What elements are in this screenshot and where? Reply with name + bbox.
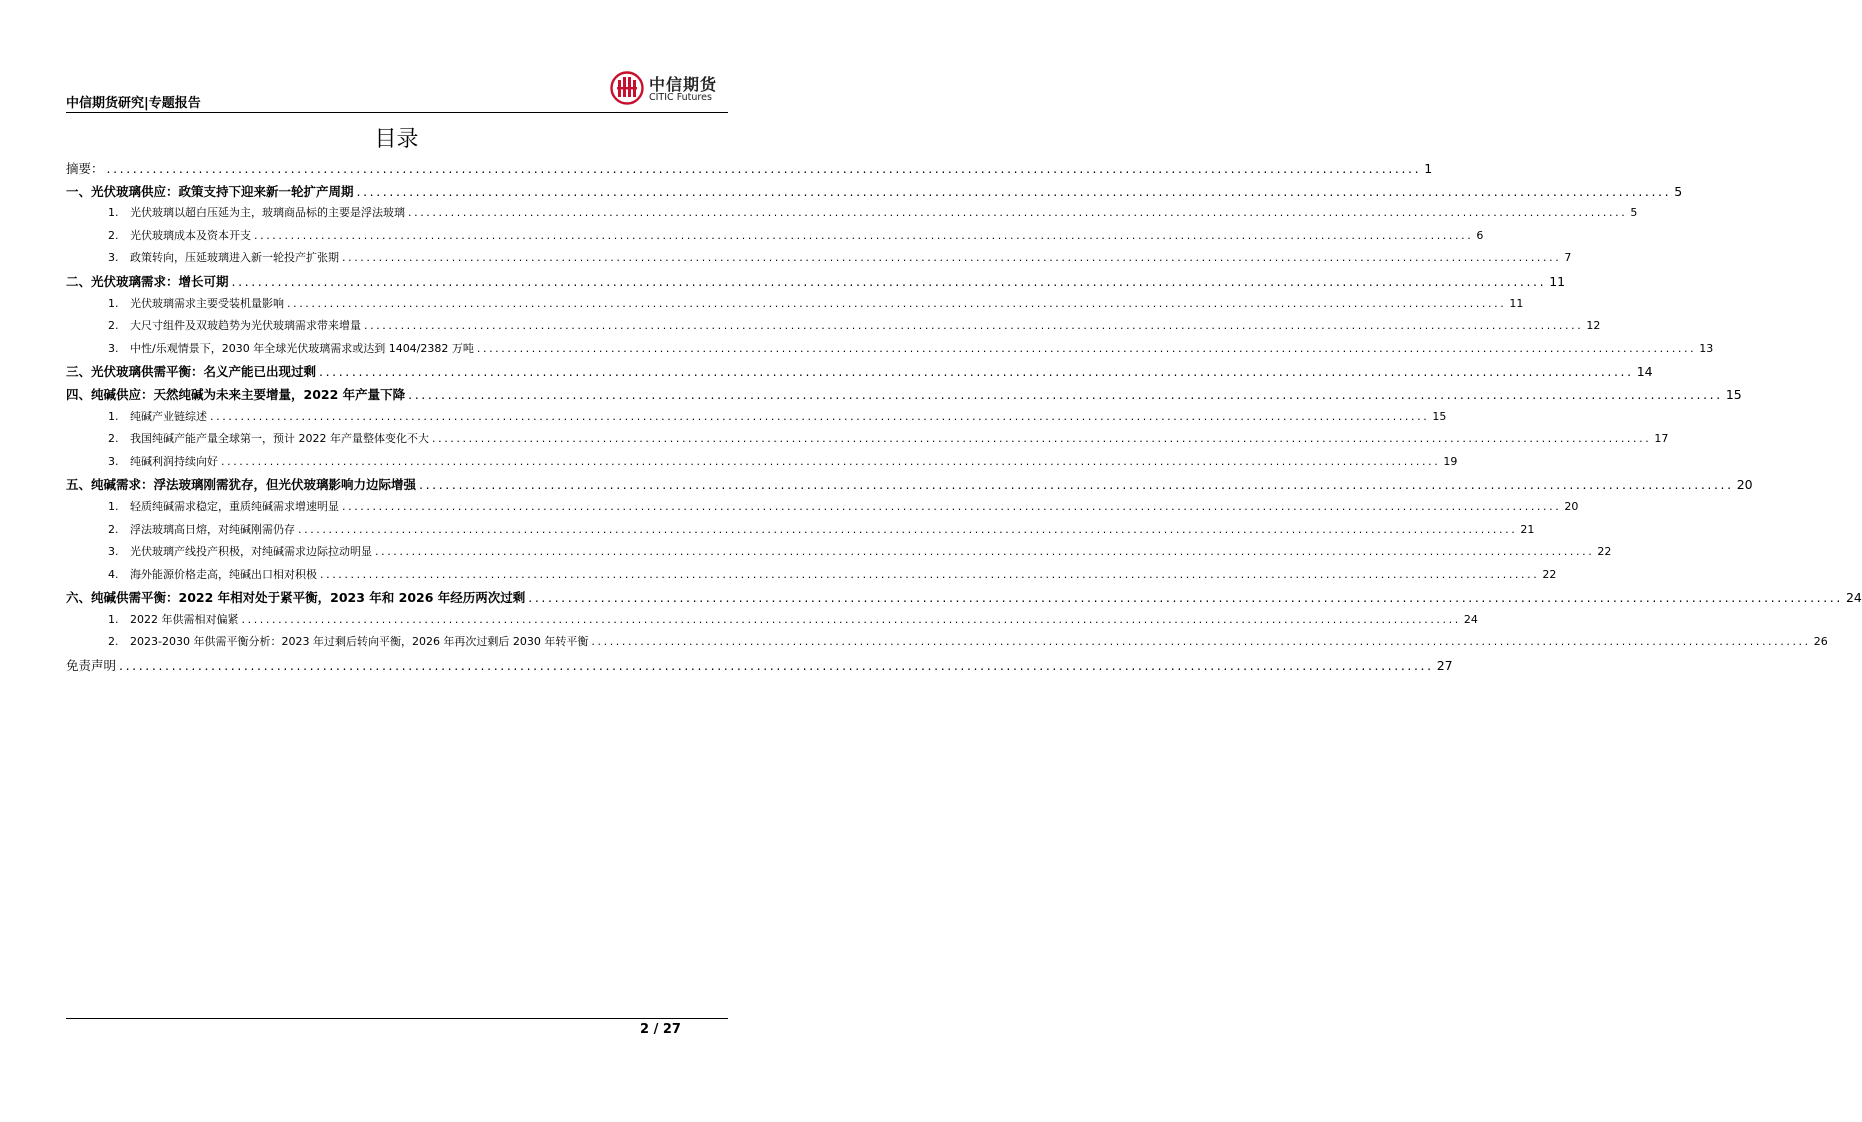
toc-entry[interactable]: [66, 588, 1862, 611]
toc-entry[interactable]: [66, 295, 1524, 318]
table-of-contents: [66, 159, 1862, 679]
toc-entry-page: 26: [1813, 635, 1828, 649]
toc-entry-number: 3.: [108, 251, 119, 265]
toc-entry[interactable]: [66, 362, 1653, 385]
toc-entry-page: 11: [1549, 273, 1566, 289]
toc-entry-title: 浮法玻璃高日熔，对纯碱刚需仍存: [130, 522, 295, 536]
toc-entry-title: 纯碱利润持续向好: [130, 454, 218, 468]
toc-entry[interactable]: [66, 453, 1458, 476]
toc-entry-title: 摘要：: [66, 161, 104, 176]
toc-entry-number: 2.: [108, 319, 119, 333]
toc-entry-page: 20: [1564, 499, 1579, 513]
toc-entry-page: 27: [1436, 658, 1453, 674]
toc-dot-leader: ........................................................................................................................................................................................................: [528, 590, 1843, 606]
citic-logo-icon: [609, 70, 645, 106]
toc-entry-number: 2.: [108, 228, 119, 242]
toc-dot-leader: ........................................................................................................................................................................................................: [106, 161, 1422, 176]
toc-dot-leader: ........................................................................................................................................................................................................: [221, 454, 1441, 468]
toc-entry-title: 轻质纯碱需求稳定，重质纯碱需求增速明显: [130, 499, 339, 513]
toc-dot-leader: ........................................................................................................................................................................................................: [231, 273, 1547, 289]
citic-futures-logo: [609, 70, 734, 110]
toc-entry-page: 5: [1674, 183, 1683, 199]
toc-entry-title: 大尺寸组件及双玻趋势为光伏玻璃需求带来增量: [130, 319, 361, 333]
page-number: 2 / 27: [640, 1022, 681, 1037]
toc-dot-leader: ........................................................................................................................................................................................................: [356, 183, 1672, 199]
report-header-title: 中信期货研究|专题报告: [66, 96, 201, 111]
toc-entry[interactable]: [66, 566, 1557, 589]
toc-entry-title: 三、光伏玻璃供需平衡：名义产能已出现过剩: [66, 364, 317, 380]
toc-entry[interactable]: [66, 656, 1453, 679]
toc-entry-number: 2.: [108, 522, 119, 536]
toc-entry[interactable]: [66, 633, 1828, 656]
toc-entry-page: 22: [1597, 545, 1612, 559]
toc-dot-leader: ........................................................................................................................................................................................................: [287, 296, 1507, 310]
toc-dot-leader: ........................................................................................................................................................................................................: [298, 522, 1518, 536]
toc-dot-leader: ........................................................................................................................................................................................................: [408, 206, 1628, 220]
toc-entry[interactable]: [66, 430, 1669, 453]
toc-entry-number: 1.: [108, 206, 119, 220]
toc-entry-title: 我国纯碱产能产量全球第一，预计 2022 年产量整体变化不大: [130, 432, 429, 446]
toc-dot-leader: ........................................................................................................................................................................................................: [432, 432, 1652, 446]
toc-entry-title: 光伏玻璃产线投产积极，对纯碱需求边际拉动明显: [130, 545, 372, 559]
toc-entry-page: 12: [1586, 319, 1601, 333]
toc-dot-leader: ........................................................................................................................................................................................................: [476, 341, 1697, 355]
toc-entry-number: 1.: [108, 499, 119, 513]
toc-entry-title: 纯碱产业链综述: [130, 409, 207, 423]
toc-entry[interactable]: [66, 475, 1753, 498]
toc-entry-page: 21: [1520, 522, 1535, 536]
toc-entry-title: 一、光伏玻璃供应：政策支持下迎来新一轮扩产周期: [66, 183, 354, 199]
logo-text-en: CITIC Futures: [649, 92, 712, 103]
toc-entry-number: 2.: [108, 635, 119, 649]
toc-entry-page: 24: [1463, 612, 1478, 626]
toc-entry[interactable]: [66, 227, 1484, 250]
toc-entry[interactable]: [66, 340, 1714, 363]
toc-entry[interactable]: [66, 159, 1433, 182]
toc-dot-leader: ........................................................................................................................................................................................................: [591, 635, 1811, 649]
toc-entry[interactable]: [66, 385, 1742, 408]
toc-dot-leader: ........................................................................................................................................................................................................: [408, 386, 1723, 402]
toc-entry-page: 22: [1542, 567, 1557, 581]
toc-entry-page: 11: [1509, 296, 1524, 310]
toc-entry[interactable]: [66, 182, 1683, 205]
toc-dot-leader: ........................................................................................................................................................................................................: [342, 251, 1562, 265]
toc-entry-page: 17: [1654, 432, 1669, 446]
toc-dot-leader: ........................................................................................................................................................................................................: [254, 228, 1474, 242]
toc-entry-number: 3.: [108, 341, 119, 355]
toc-entry-page: 15: [1432, 409, 1447, 423]
footer-divider: [66, 1018, 728, 1019]
toc-entry[interactable]: [66, 611, 1478, 634]
toc-entry[interactable]: [66, 317, 1601, 340]
toc-dot-leader: ........................................................................................................................................................................................................: [319, 364, 1634, 380]
toc-entry-title: 四、纯碱供应：天然纯碱为未来主要增量，2022 年产量下降: [66, 386, 406, 402]
toc-entry[interactable]: [66, 498, 1579, 521]
toc-entry-title: 2023-2030 年供需平衡分析：2023 年过剩后转向平衡，2026 年再次过剩后 2030 年转平衡: [130, 635, 589, 649]
toc-entry-title: 2022 年供需相对偏紧: [130, 612, 239, 626]
toc-entry[interactable]: [66, 521, 1535, 544]
toc-entry-number: 3.: [108, 454, 119, 468]
logo-text-cn: 中信期货: [649, 75, 718, 94]
toc-entry[interactable]: [66, 408, 1447, 431]
toc-entry-number: 2.: [108, 432, 119, 446]
toc-entry-page: 14: [1636, 364, 1653, 380]
toc-entry-number: 1.: [108, 612, 119, 626]
toc-entry-page: 19: [1443, 454, 1458, 468]
header-divider: [66, 112, 728, 113]
toc-entry-title: 五、纯碱需求：浮法玻璃刚需犹存，但光伏玻璃影响力边际增强: [66, 477, 417, 493]
toc-entry-page: 20: [1736, 477, 1753, 493]
toc-title: 目录: [374, 127, 419, 152]
toc-dot-leader: ........................................................................................................................................................................................................: [375, 545, 1595, 559]
toc-dot-leader: ........................................................................................................................................................................................................: [342, 499, 1562, 513]
toc-entry-title: 免责声明: [66, 658, 117, 674]
toc-dot-leader: ........................................................................................................................................................................................................: [419, 477, 1734, 493]
toc-entry-title: 海外能源价格走高，纯碱出口相对积极: [130, 567, 317, 581]
toc-entry-number: 3.: [108, 545, 119, 559]
toc-entry-page: 6: [1476, 228, 1484, 242]
toc-entry-page: 5: [1630, 206, 1638, 220]
toc-dot-leader: ........................................................................................................................................................................................................: [320, 567, 1540, 581]
toc-entry-page: 13: [1699, 341, 1714, 355]
toc-entry-title: 光伏玻璃成本及资本开支: [130, 228, 251, 242]
toc-dot-leader: ........................................................................................................................................................................................................: [241, 612, 1461, 626]
toc-entry-title: 二、光伏玻璃需求：增长可期: [66, 273, 229, 289]
toc-dot-leader: ........................................................................................................................................................................................................: [364, 319, 1584, 333]
toc-entry-number: 4.: [108, 567, 119, 581]
toc-entry[interactable]: [66, 272, 1566, 295]
toc-entry-page: 24: [1845, 590, 1862, 606]
toc-entry-title: 中性/乐观情景下，2030 年全球光伏玻璃需求或达到 1404/2382 万吨: [130, 341, 474, 355]
toc-dot-leader: ........................................................................................................................................................................................................: [210, 409, 1430, 423]
toc-entry-number: 1.: [108, 296, 119, 310]
toc-entry[interactable]: [66, 204, 1638, 227]
toc-entry-title: 政策转向，压延玻璃进入新一轮投产扩张期: [130, 251, 339, 265]
toc-entry-title: 六、纯碱供需平衡：2022 年相对处于紧平衡，2023 年和 2026 年经历两次过剩: [66, 590, 526, 606]
toc-entry-page: 7: [1564, 251, 1572, 265]
toc-entry[interactable]: [66, 249, 1572, 272]
toc-entry-title: 光伏玻璃需求主要受装机量影响: [130, 296, 284, 310]
toc-entry-page: 1: [1424, 161, 1433, 176]
toc-entry-number: 1.: [108, 409, 119, 423]
toc-entry-title: 光伏玻璃以超白压延为主，玻璃商品标的主要是浮法玻璃: [130, 206, 405, 220]
toc-dot-leader: ........................................................................................................................................................................................................: [119, 658, 1434, 674]
toc-entry[interactable]: [66, 543, 1612, 566]
toc-entry-page: 15: [1725, 386, 1742, 402]
